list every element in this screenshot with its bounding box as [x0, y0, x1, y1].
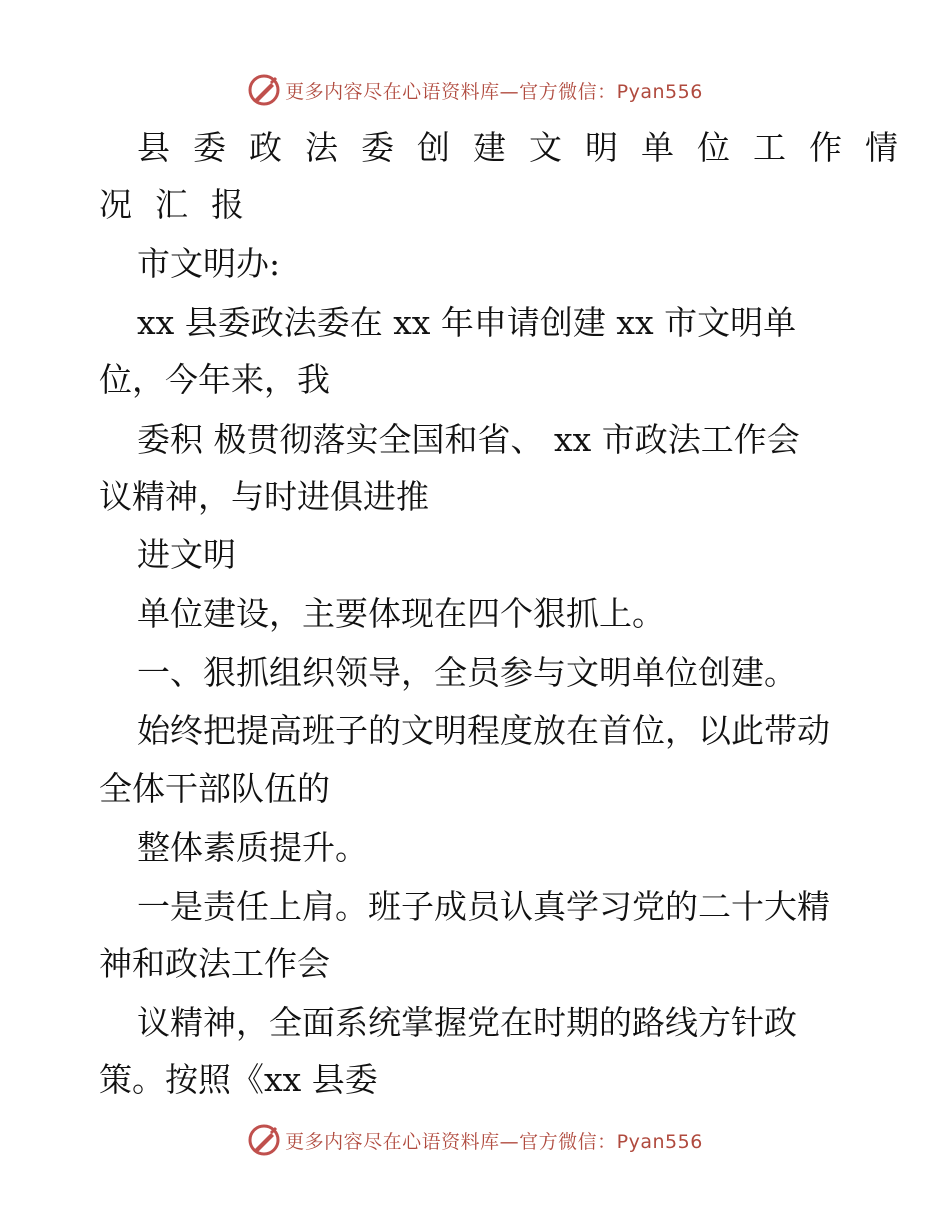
paragraph-line: xx 县委政法委在 xx 年申请创建 xx 市文明单 — [137, 303, 797, 342]
paragraph-line: 策。按照《xx 县委 — [99, 1060, 378, 1099]
doc-title-line-2: 况汇报 — [99, 185, 267, 224]
paragraph-line: 位，今年来，我 — [99, 360, 330, 399]
paragraph-line: 议精神，全面系统掌握党在时期的路线方针政 — [137, 1003, 797, 1042]
paragraph-line: 一是责任上肩。班子成员认真学习党的二十大精 — [137, 887, 830, 926]
banner-text: 更多内容尽在心语资料库—官方微信：Pyan556 — [285, 80, 703, 103]
pen-logo-icon — [247, 1123, 281, 1157]
paragraph-line: 全体干部队伍的 — [99, 769, 330, 808]
paragraph-line: 整体素质提升。 — [137, 828, 368, 867]
header-banner — [0, 70, 950, 110]
paragraph-line: 议精神，与时进俱进推 — [99, 477, 429, 516]
doc-title-line-1: 县委政法委创建文明单位工作情 — [137, 128, 921, 167]
paragraph-line: 始终把提高班子的文明程度放在首位，以此带动 — [137, 711, 830, 750]
salutation: 市文明办: — [137, 244, 281, 283]
section-heading: 一、狠抓组织领导，全员参与文明单位创建。 — [137, 653, 797, 692]
banner-text: 更多内容尽在心语资料库—官方微信：Pyan556 — [285, 1130, 703, 1153]
footer-banner — [0, 1120, 950, 1160]
paragraph-line: 委积 极贯彻落实全国和省、 xx 市政法工作会 — [137, 420, 800, 459]
paragraph-line: 单位建设，主要体现在四个狠抓上。 — [137, 594, 665, 633]
pen-logo-icon — [247, 73, 281, 107]
paragraph-line: 神和政法工作会 — [99, 944, 330, 983]
paragraph-line: 进文明 — [137, 535, 236, 574]
